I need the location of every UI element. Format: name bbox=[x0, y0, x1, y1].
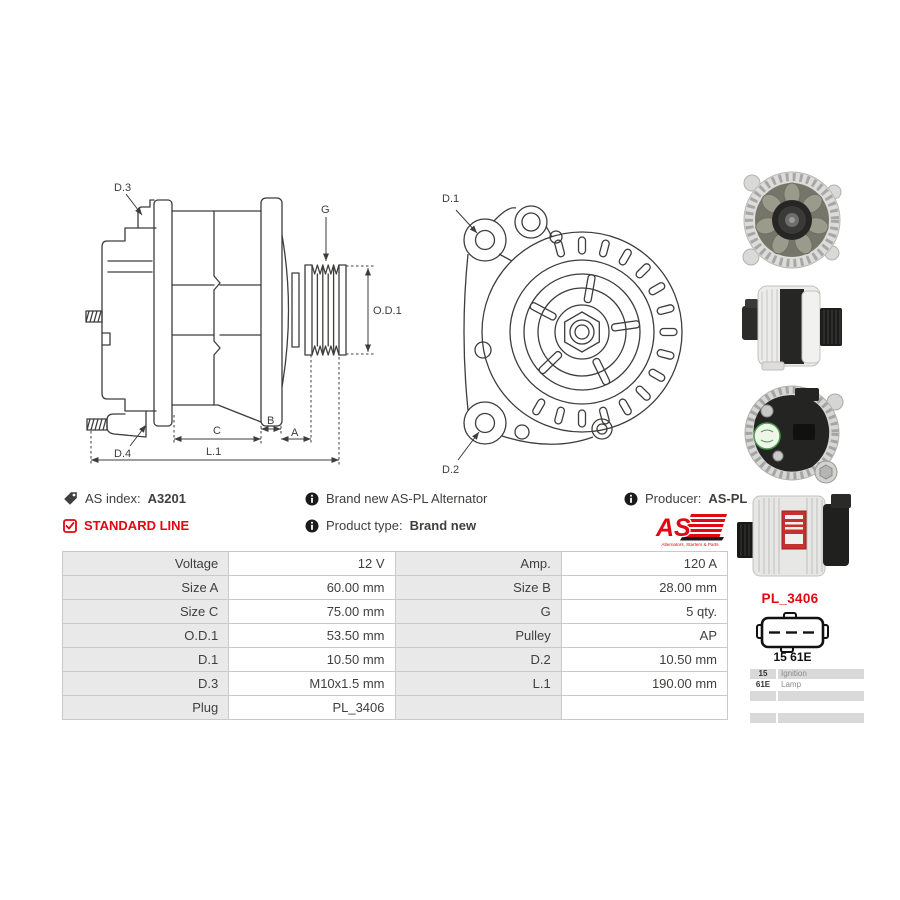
side-stud-bottom bbox=[87, 419, 107, 430]
side-pulley bbox=[305, 265, 346, 355]
spec-label: Size A bbox=[63, 576, 229, 600]
terminal-pin bbox=[750, 713, 776, 723]
spec-label: D.1 bbox=[63, 648, 229, 672]
terminal-row bbox=[750, 669, 864, 679]
terminal-row bbox=[750, 680, 864, 690]
terminal-function: Lamp bbox=[778, 680, 864, 690]
brand-new-row bbox=[305, 491, 487, 506]
table-row bbox=[63, 600, 728, 624]
terminal-function bbox=[778, 713, 864, 723]
tag-icon bbox=[63, 491, 78, 506]
terminal-pin: 15 bbox=[750, 669, 776, 679]
terminal-row bbox=[750, 702, 864, 712]
spec-label: D.3 bbox=[63, 672, 229, 696]
table-row bbox=[63, 648, 728, 672]
plug-pinout-label: 15 61E bbox=[773, 650, 812, 664]
terminal-pin bbox=[750, 691, 776, 701]
dim-label-d2: D.2 bbox=[442, 464, 460, 476]
dim-label-d1: D.1 bbox=[442, 193, 460, 205]
plug-connector-diagram bbox=[755, 610, 830, 655]
spec-value: 75.00 mm bbox=[229, 600, 395, 624]
spec-label: Size B bbox=[395, 576, 561, 600]
side-stud-top bbox=[86, 311, 102, 322]
spec-value: M10x1.5 mm bbox=[229, 672, 395, 696]
spec-value: 12 V bbox=[229, 552, 395, 576]
dim-label-a: A bbox=[291, 427, 299, 439]
stator-band bbox=[780, 289, 804, 364]
standard-line-label: STANDARD LINE bbox=[84, 518, 190, 533]
technical-drawing-front-view bbox=[432, 180, 732, 480]
spec-label bbox=[395, 696, 561, 720]
spec-value: 10.50 mm bbox=[229, 648, 395, 672]
checkbox-check-icon bbox=[63, 519, 77, 533]
product-photo-front-view bbox=[736, 168, 848, 274]
spec-label: D.2 bbox=[395, 648, 561, 672]
spec-value: AP bbox=[561, 624, 727, 648]
producer-label: Producer: bbox=[645, 491, 702, 506]
terminal-table bbox=[748, 668, 866, 724]
terminal-function bbox=[778, 691, 864, 701]
spec-value: 5 qty. bbox=[561, 600, 727, 624]
producer-row bbox=[624, 491, 747, 506]
terminal-function bbox=[778, 702, 864, 712]
table-row bbox=[63, 576, 728, 600]
spec-value: 190.00 mm bbox=[561, 672, 727, 696]
spec-value: 53.50 mm bbox=[229, 624, 395, 648]
product-type-value: Brand new bbox=[409, 518, 477, 533]
spec-value: PL_3406 bbox=[229, 696, 395, 720]
dim-label-l1: L.1 bbox=[206, 446, 222, 458]
as-index-label: AS index: bbox=[85, 491, 141, 506]
product-photo-side-view bbox=[740, 278, 848, 372]
info-icon bbox=[305, 492, 319, 506]
terminal-row bbox=[750, 691, 864, 701]
dim-label-d4: D.4 bbox=[114, 448, 132, 460]
terminal-row bbox=[750, 713, 864, 723]
as-index-row bbox=[63, 491, 186, 506]
terminal-function: Ignition bbox=[778, 669, 864, 679]
spec-label: Plug bbox=[63, 696, 229, 720]
terminal-pin bbox=[750, 702, 776, 712]
spec-value bbox=[561, 696, 727, 720]
rear-cover bbox=[823, 504, 849, 566]
front-mounting-lug-bottom bbox=[464, 402, 506, 444]
spec-label: G bbox=[395, 600, 561, 624]
technical-drawing-side-view bbox=[78, 173, 412, 485]
product-type-row bbox=[305, 518, 476, 533]
terminal-pin: 61E bbox=[750, 680, 776, 690]
spec-value: 28.00 mm bbox=[561, 576, 727, 600]
plug-code-label: PL_3406 bbox=[761, 591, 819, 606]
spec-label: L.1 bbox=[395, 672, 561, 696]
product-photo-side-view-2 bbox=[737, 490, 853, 582]
dim-label-d3: D.3 bbox=[114, 182, 132, 194]
info-icon bbox=[305, 519, 319, 533]
logo-tagline: Alternators, Starters & Parts bbox=[661, 542, 719, 547]
dim-label-c: C bbox=[213, 425, 221, 437]
side-ear-top bbox=[138, 200, 154, 228]
as-pl-logo bbox=[652, 511, 728, 547]
spec-value: 60.00 mm bbox=[229, 576, 395, 600]
pulley bbox=[820, 308, 842, 346]
logo-text: AS bbox=[656, 514, 691, 542]
spec-label: Amp. bbox=[395, 552, 561, 576]
table-row bbox=[63, 624, 728, 648]
side-rear-housing bbox=[102, 228, 156, 411]
spec-label: Size C bbox=[63, 600, 229, 624]
spec-value: 10.50 mm bbox=[561, 648, 727, 672]
info-icon bbox=[624, 492, 638, 506]
dim-label-od1: O.D.1 bbox=[373, 305, 402, 317]
brand-new-text: Brand new AS-PL Alternator bbox=[326, 491, 488, 506]
table-row bbox=[63, 696, 728, 720]
spec-value: 120 A bbox=[561, 552, 727, 576]
dim-label-b: B bbox=[267, 415, 275, 427]
table-row bbox=[63, 552, 728, 576]
spec-table bbox=[62, 551, 728, 720]
product-type-label: Product type: bbox=[326, 518, 403, 533]
table-row bbox=[63, 672, 728, 696]
producer-value: AS-PL bbox=[708, 491, 748, 506]
spec-label: Voltage bbox=[63, 552, 229, 576]
product-photo-rear-view bbox=[737, 384, 851, 486]
green-sticker bbox=[754, 423, 780, 449]
standard-line-row bbox=[63, 518, 189, 533]
dim-label-g: G bbox=[321, 204, 330, 216]
spec-label: Pulley bbox=[395, 624, 561, 648]
as-index-value: A3201 bbox=[147, 491, 186, 506]
spec-label: O.D.1 bbox=[63, 624, 229, 648]
